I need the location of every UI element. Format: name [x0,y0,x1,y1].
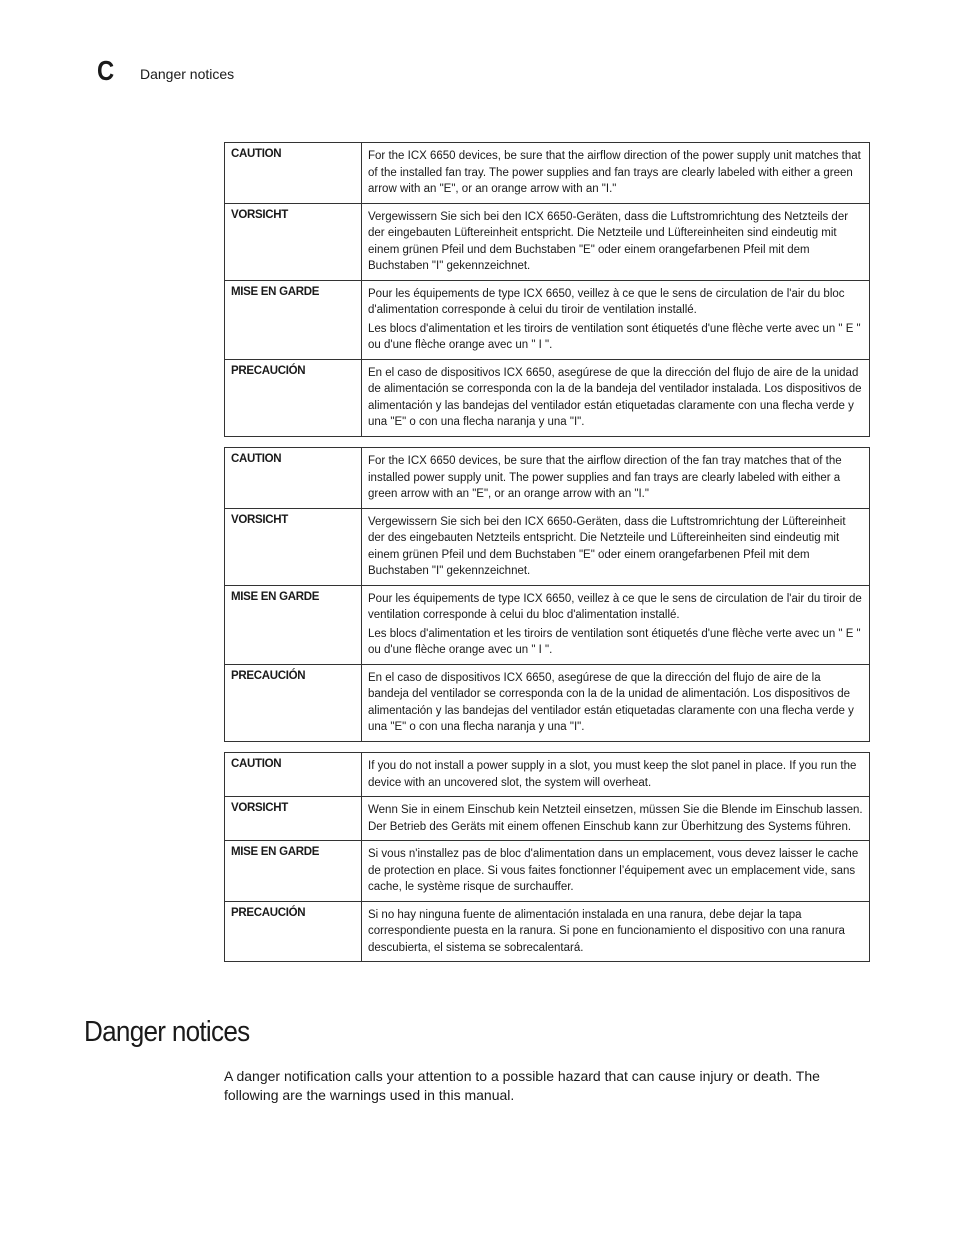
notice-row [225,280,870,359]
section-title: Danger notices [84,1016,250,1048]
notice-label: MISE EN GARDE [225,280,362,359]
notice-paragraph: Pour les équipements de type ICX 6650, veillez à ce que le sens de circulation de l'air du tiroir de ventilation corresponde à celui du bloc d'alimentation installé. [368,592,862,621]
notice-text-cell [362,448,870,509]
notice-text-cell [362,797,870,841]
notice-paragraph: For the ICX 6650 devices, be sure that the airflow direction of the fan tray matches that of the installed power supply unit. The power supplies and fan trays are clearly labeled with either a green arrow with an "E", or an orange arrow with an "I." [368,455,842,500]
notice-text-cell [362,664,870,741]
notice-text-cell [362,143,870,204]
notice-text-cell [362,359,870,436]
notice-paragraph: Pour les équipements de type ICX 6650, veillez à ce que le sens de circulation de l'air du bloc d'alimentation corresponde à celui du tiroir de ventilation installé. [368,287,845,316]
notice-label: VORSICHT [225,203,362,280]
notice-row [225,143,870,204]
notice-text-cell [362,753,870,797]
notice-label: PRECAUCIÓN [225,901,362,962]
notice-text-cell [362,203,870,280]
notice-row [225,841,870,902]
notice-label: CAUTION [225,143,362,204]
notice-paragraph: Si no hay ninguna fuente de alimentación instalada en una ranura, debe dejar la tapa correspondiente puesta en la ranura. Si pone en funcionamiento el dispositivo con una ranura descubierta, el sistema se sobrecalentará. [368,908,845,954]
notice-row [225,585,870,664]
chapter-letter: C [97,55,115,86]
notice-row [225,508,870,585]
notice-table-2 [224,447,870,742]
notice-row [225,901,870,962]
notice-row [225,359,870,436]
notice-paragraph: For the ICX 6650 devices, be sure that the airflow direction of the power supply unit matches that of the installed fan tray. The power supplies and fan trays are clearly labeled with either a green arrow with an "E", or an orange arrow with an "I." [368,150,861,195]
notice-label: MISE EN GARDE [225,841,362,902]
notice-text-cell [362,901,870,962]
section-body: A danger notification calls your attention to a possible hazard that can cause injury or death. The following are the warnings used in this manual. [224,1068,820,1103]
notice-label: CAUTION [225,448,362,509]
notice-paragraph: Wenn Sie in einem Einschub kein Netzteil einsetzen, müssen Sie die Blende im Einschub lassen. Der Betrieb des Geräts mit einem offenen Einschub kann zur Überhitzung des Systems führen. [368,804,863,833]
notice-row [225,797,870,841]
notice-label: MISE EN GARDE [225,585,362,664]
running-head: Danger notices [140,66,235,82]
notice-label: VORSICHT [225,797,362,841]
notice-paragraph: Les blocs d'alimentation et les tiroirs de ventilation sont étiquetés d'une flèche verte avec un " E " ou d'une flèche orange avec un " I ". [368,322,861,351]
notice-row [225,448,870,509]
notice-label: VORSICHT [225,508,362,585]
notice-table-3 [224,752,870,962]
notice-label: PRECAUCIÓN [225,664,362,741]
notice-paragraph: Si vous n'installez pas de bloc d'alimentation dans un emplacement, vous devez laisser le cache de protection en place. Si vous faites fonctionner l’équipement avec un emplacement vide, sans cache, le système risque de surchauffer. [368,848,859,893]
notice-text-cell [362,585,870,664]
notice-row [225,753,870,797]
notice-paragraph: If you do not install a power supply in a slot, you must keep the slot panel in place. If you run the device with an uncovered slot, the system will overheat. [368,760,857,789]
notice-text-cell [362,841,870,902]
notice-paragraph: Vergewissern Sie sich bei den ICX 6650-Geräten, dass die Luftstromrichtung des Netzteils der der eingebauten Lüftereinheit entspricht. Die Netzteile und Lüftereinheiten sind eindeutig mit einem grünen Pfeil und dem Buchstaben "E" oder einem orangefarbenen Pfeil mit dem Buchstaben "I" gekennzeichnet. [368,210,849,272]
notice-label: PRECAUCIÓN [225,359,362,436]
notice-text-cell [362,508,870,585]
notice-paragraph: Vergewissern Sie sich bei den ICX 6650-Geräten, dass die Luftstromrichtung der Lüftereinheit der des eingebauten Netzteils entspricht. Die Netzteile und Lüftereinheiten sind eindeutig mit einem grünen Pfeil und dem Buchstaben "E" oder einem orangefarbenen Pfeil mit dem Buchstaben "I" gekennzeichnet. [368,515,846,577]
notice-text-cell [362,280,870,359]
notice-row [225,664,870,741]
notice-table-1 [224,142,870,437]
notice-paragraph: Les blocs d'alimentation et les tiroirs de ventilation sont étiquetés d'une flèche verte avec un " E " ou d'une flèche orange avec un " I ". [368,627,861,656]
notice-row [225,203,870,280]
notice-paragraph: En el caso de dispositivos ICX 6650, asegúrese de que la dirección del flujo de aire de la unidad de alimentación se corresponda con la de la bandeja del ventilador instalada. Los dispositivos de alimentación y las bandejas del ventilador están etiquetadas claramente con una flecha verde y una "E" o con una flecha naranja y una "I". [368,366,862,428]
notice-paragraph: En el caso de dispositivos ICX 6650, asegúrese de que la dirección del flujo de aire de la bandeja del ventilador se corresponda con la de la unidad de alimentación. Los dispositivos de alimentación y las bandejas del ventilador están etiquetadas claramente con una flecha verde y una "E" o con una flecha naranja y una "I". [368,671,854,733]
notice-label: CAUTION [225,753,362,797]
